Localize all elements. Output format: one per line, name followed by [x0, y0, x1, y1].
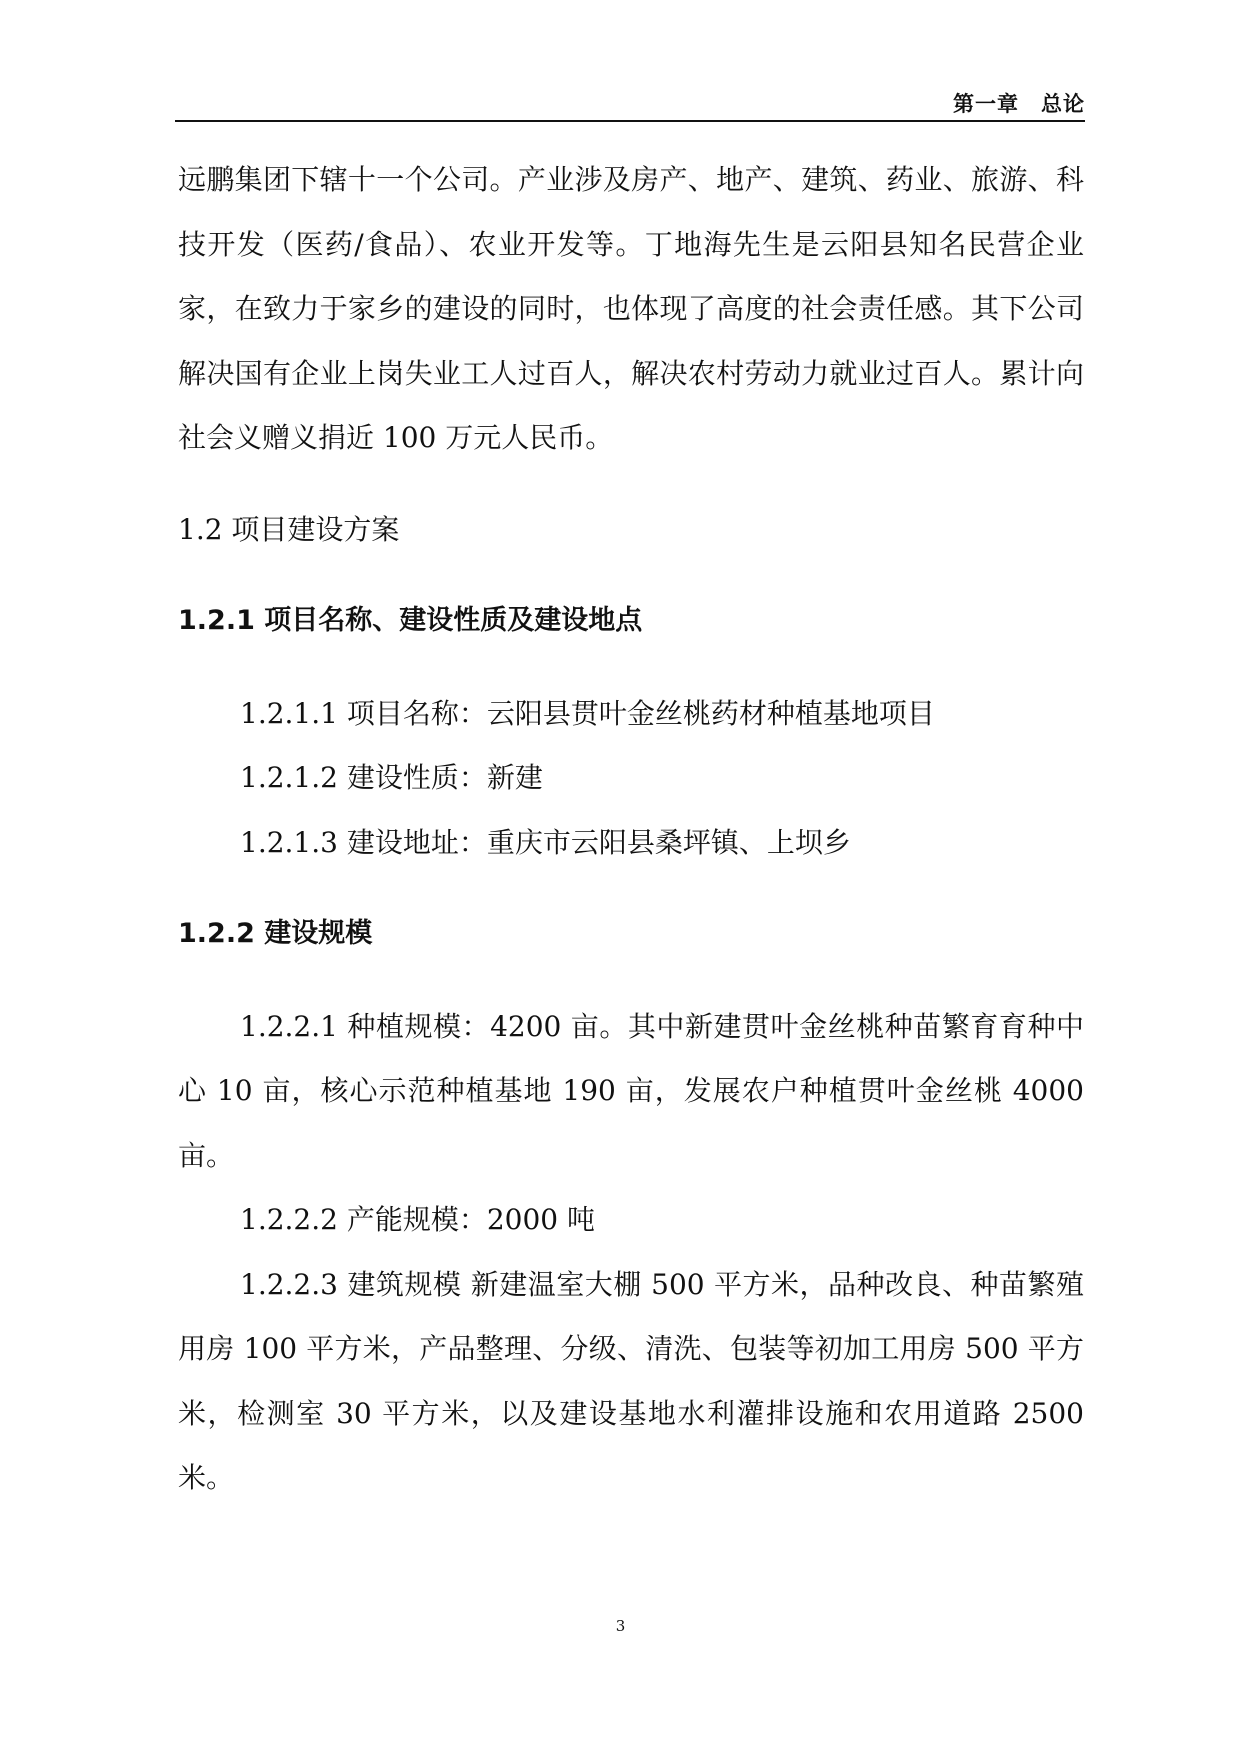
- section-heading-1-2-2: 1.2.2 建设规模: [178, 918, 373, 949]
- page-number: 3: [615, 1617, 626, 1635]
- section-1-2-2-items: [178, 995, 1084, 1511]
- item-construction-address: 1.2.1.3 建设地址：重庆市云阳县桑坪镇、上坝乡: [240, 825, 851, 859]
- item-capacity-scale: 1.2.2.2 产能规模：2000 吨: [240, 1203, 596, 1236]
- chapter-title: 第一章 总论: [953, 92, 1085, 116]
- item-building-scale: 1.2.2.3 建筑规模 新建温室大棚 500 平方米，品种改良、种苗繁殖用房 100 平方米，产品整理、分级、清洗、包装等初加工用房 500 平方米，检测室 30 平方米，以及建设基地水利灌排设施和农用道路 2500 米。: [178, 1267, 1084, 1494]
- page-header: [175, 88, 1085, 122]
- section-1-2-1-items: [178, 682, 1084, 876]
- item-construction-nature: 1.2.1.2 建设性质：新建: [240, 761, 543, 794]
- item-planting-scale: 1.2.2.1 种植规模：4200 亩。其中新建贯叶金丝桃种苗繁育育种中心 10 亩，核心示范种植基地 190 亩，发展农户种植贯叶金丝桃 4000 亩。: [178, 1009, 1084, 1172]
- section-heading-1-2-1: 1.2.1 项目名称、建设性质及建设地点: [178, 605, 643, 636]
- intro-paragraph: 远鹏集团下辖十一个公司。产业涉及房产、地产、建筑、药业、旅游、科技开发（医药/食品）、农业开发等。丁地海先生是云阳县知名民营企业家，在致力于家乡的建设的同时，也体现了高度的社会责任感。其下公司解决国有企业上岗失业工人过百人，解决农村劳动力就业过百人。累计向社会义赠义捐近 100 万元人民币。: [178, 163, 1084, 454]
- item-project-name: 1.2.1.1 项目名称：云阳县贯叶金丝桃药材种植基地项目: [240, 696, 935, 730]
- document-body: [178, 148, 1084, 1511]
- section-heading-1-2: 1.2 项目建设方案: [178, 512, 400, 546]
